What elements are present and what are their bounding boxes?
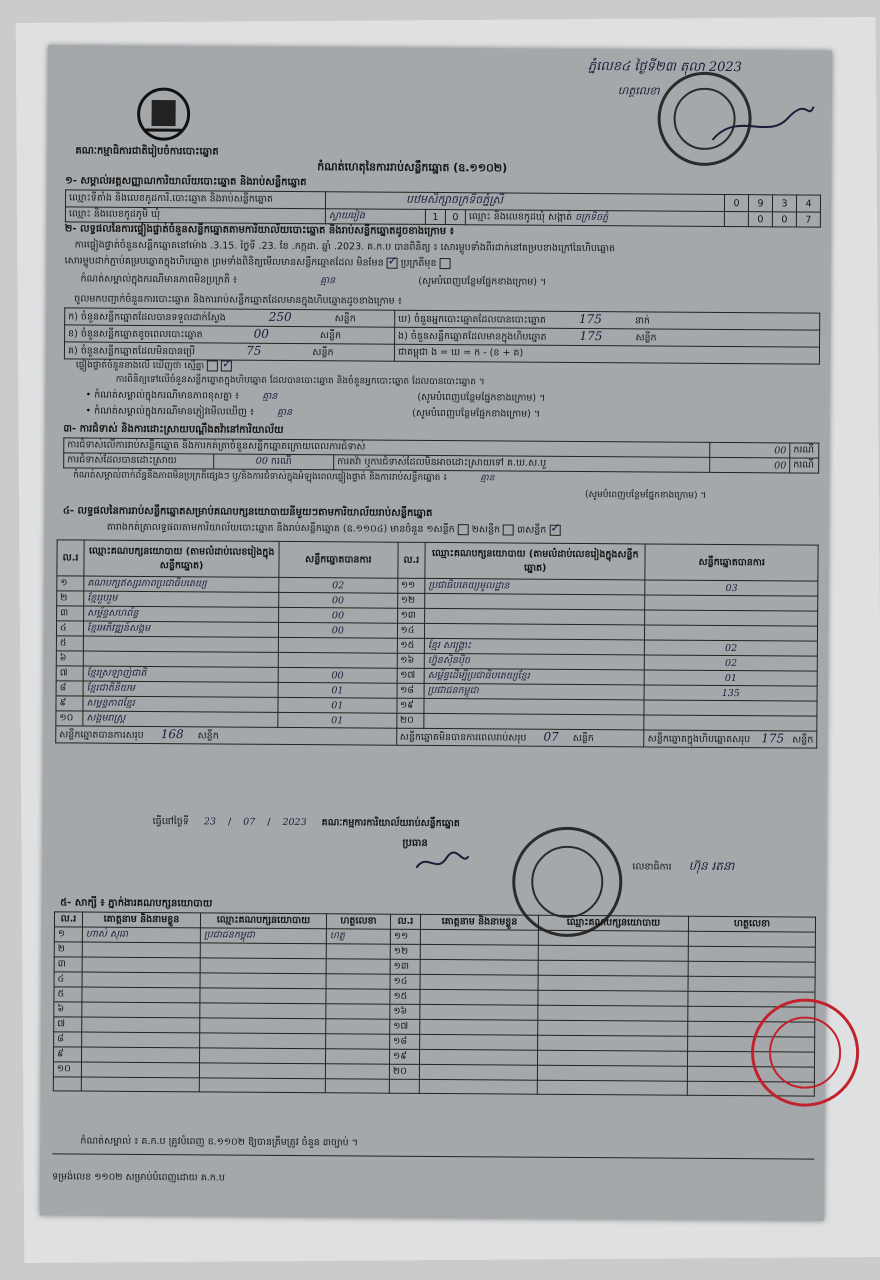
form-page [40,45,832,1220]
party-votes: 01 [278,682,396,698]
row-number: ១០ [56,711,83,726]
row-number: ២ [54,942,82,957]
col-votes: សន្លឹកឆ្នោតបានការ [645,544,818,581]
checkbox-icon[interactable] [207,360,218,371]
section1-table [65,189,821,227]
witness-name [419,1064,537,1080]
row2-label2: ឈ្មោះ និងលេខកូដឃុំ សង្កាត់ ចក្រទិចភ្នំ [465,210,724,227]
objection-note: កំណត់សម្គាល់ពាក់ព័ន្ធនឹងភាពមិនប្រក្រតីផ្សេងៗ ឬ/និងការជំទាស់ក្នុងអំឡុងពេលផ្ទៀងផ្ទាត់ និងការរាប់សន្លឹកឆ្នោត ៖ គ្មាន [73,470,495,484]
party-name: ហ្វ៊ុនស៊ិនប៉ិច [424,653,644,670]
party-votes: 00 [279,622,397,638]
row-number: ១៥ [397,638,425,653]
check-line2: ការពិនិត្យទៅលើចំនួនសន្លឹកឆ្នោតក្នុងហិបឆ្នោត ដែលបានបោះឆ្នោត និងចំនួនអ្នកបោះឆ្នោត ដែលបានបោះឆ្នោត ។ [115,374,485,388]
checkbox-icon[interactable] [387,258,398,269]
empty-cell [81,1077,199,1092]
witness-party [200,1033,326,1049]
col-no: ល.រ [397,542,425,578]
count-a: ក) ចំនួនសន្លឹកឆ្នោតដែលបានទទួលដាក់ស្លែង 250 សន្លឹក [65,308,395,327]
witness-name [81,1062,199,1078]
col-party: ឈ្មោះគណបក្សនយោបាយ [538,915,688,931]
code-digit: 9 [748,195,772,212]
section2-intro: ចូលមកបញ្ជាក់ចំនួនការបោះឆ្នោត និងការរាប់សន្លឹកឆ្នោតដែលមានក្នុងហិបឆ្នោតដូចខាងក្រោម ៖ [74,293,402,307]
code-digit [724,212,748,227]
empty-cell [199,1078,325,1093]
objection-r2-value: 00 ករណី [214,454,334,470]
row2-label: ឈ្មោះ និងលេខកូដភូមិ ឃុំ [65,207,325,224]
witness-name [420,959,538,975]
section2-para2: សោរម្ហូបដាក់ភ្ជាប់គម្របឆ្នោតក្នុងហិបឆ្នោត ព្រមទាំងពិនិត្យមើលមានសន្លឹកឆ្នោតដែល មិនមែន ✓ ប្រក្រតីមុខ [65,255,451,270]
row-number: ១៦ [397,653,425,668]
form-code-footer: ទម្រង់លេខ ១១០២ សម្រាប់បំពេញដោយ គ.ក.ប [52,1171,225,1184]
party-votes [645,610,818,626]
count-table [64,307,820,364]
witness-party: ប្រជាជនកម្ពុជា [200,928,326,944]
party-votes: 02 [645,655,818,671]
row1-label: ឈ្មោះទីតាំង និងលេខកូដការិ.បោះឆ្នោត និងរាប់សន្លឹកឆ្នោត [65,190,325,209]
witness-signature [688,976,815,992]
row-number: ៤ [56,621,83,636]
party-votes: 02 [645,640,818,656]
bullet2: • កំណត់សម្គាល់ក្នុងករណីមានភ្ញៀវមើលឃើញ ៖ គ្មាន (សូមបំពេញបន្ថែមផ្នែកខាងក្រោម) ។ [85,405,541,420]
empty-cell [419,1079,537,1094]
witness-signature [326,1004,390,1019]
remark-line: កំណត់សម្គាល់ក្នុងករណីមានភាពមិនប្រក្រតី ៖ គ្មាន (សូមបំពេញបន្ថែមផ្នែកខាងក្រោម) ។ [80,273,547,288]
witness-name [420,1019,538,1035]
row-number: ១ [57,576,84,591]
row-number: ២ [57,591,84,606]
row-number: ៩ [53,1047,81,1062]
row-number: ១៣ [397,608,425,623]
witness-party [200,943,326,959]
row-number: ៧ [56,666,83,681]
section2-heading: ២- លទ្ធផលនៃការផ្ទៀងផ្ទាត់ចំនួនសន្លឹកឆ្នោតតាមការិយាល័យបោះឆ្នោត និងរាប់សន្លឹកឆ្នោតដូចខាងក្រោម ៖ [64,223,455,238]
results-table [55,539,818,748]
col-sign: ហត្ថលេខា [326,914,390,929]
row-number: ១២ [397,593,425,608]
footer-divider [52,1153,814,1159]
row-number: ៣ [57,606,84,621]
national-emblem-icon [135,86,191,142]
witness-table [53,911,816,1096]
row-number: ៨ [54,1032,82,1047]
witness-name [82,1002,200,1018]
section4-heading: ៤- លទ្ធផលនៃការរាប់សន្លឹកឆ្នោតសម្រាប់គណបក្សនយោបាយនីមួយៗតាមការិយាល័យរាប់សន្លឹកឆ្នោត [62,505,433,519]
party-votes [645,625,818,641]
witness-party [538,990,688,1006]
empty-cell [389,1079,419,1093]
witness-signature [326,959,390,974]
row-number: ៦ [56,651,83,666]
witness-signature [325,1049,389,1064]
handwritten-sign-note: ហត្ថលេខា [617,84,660,98]
witness-party [199,1063,325,1079]
code-digit: 4 [796,195,820,212]
party-votes: 01 [278,712,396,728]
col-no: ល.រ [57,540,84,576]
code-digit: 0 [748,212,772,227]
row-number: ៥ [54,987,82,1002]
objection-r2-value2: 00 [710,457,790,473]
party-name: ខ្មែរ សង្គ្រោះ [424,638,644,655]
row-number: ១៨ [397,683,425,698]
row-number: ១៧ [390,1019,420,1034]
code-digit: 1 [425,209,445,224]
party-votes: 02 [279,577,397,593]
row-number: ១៥ [390,989,420,1004]
red-seal-icon [751,998,860,1107]
empty-cell [537,1080,687,1095]
row-number: ៤ [54,972,82,987]
row-number: ១៦ [390,1004,420,1019]
party-votes: 01 [278,697,396,713]
party-name [424,713,644,730]
witness-name: ហាស់ សុធា [82,927,200,943]
objection-r1-label: ការជំទាស់លើការរាប់សន្លឹកឆ្នោត និងការកត់ត្រាចំនួនសន្លឹកឆ្នោតក្រោយពេលការជំទាស់ [64,438,710,458]
code-digit: 0 [724,195,748,212]
party-votes [279,637,397,653]
row-number: ១៩ [389,1049,419,1064]
party-name: សម្ពន្ធភាពខ្មែរ [83,696,278,712]
party-votes [278,652,396,668]
bullet1: • កំណត់សម្គាល់ក្នុងករណីមានភាពខុសគ្នា ៖ គ្មាន (សូមបំពេញបន្ថែមផ្នែកខាងក្រោម) ។ [85,389,546,404]
date-line: ធ្វើនៅថ្ងៃទី 23 / 07 / 2023 គណៈកម្មការការិយាល័យរាប់សន្លឹកឆ្នោត [152,816,460,830]
witness-party [200,1003,326,1019]
row-number: ២០ [396,713,424,728]
col-no: ល.រ [54,912,82,927]
form-title: កំណត់ហេតុនៃការរាប់សន្លឹកឆ្នោត (ឧ.១១០២) [317,160,508,175]
footer-note: កំណត់សម្គាល់ ៖ គ.ក.ប ត្រូវបំពេញ ឧ.១១០២ ឱ្យបានត្រឹមត្រូវ ចំនួន ៣ច្បាប់ ។ [80,1135,359,1149]
party-votes: 135 [644,685,817,701]
section1-heading: ១- សម្គាល់អត្តសញ្ញាណការិយាល័យបោះឆ្នោត និងរាប់សន្លឹកឆ្នោត [65,175,307,189]
party-name: គណបក្សឥស្សរភាពប្រជាធិបតេយ្យ [84,576,279,592]
witness-party [538,930,688,946]
witness-party [538,975,688,991]
code-digit: 0 [772,212,796,227]
count-b: ខ) ចំនួនសន្លឹកឆ្នោតខូចពេលបោះឆ្នោត 00 សន្លឹក [65,325,395,344]
col-party: ឈ្មោះគណបក្សនយោបាយ (តាមលំដាប់លេខរៀងក្នុងសន្លឹកឆ្នោត) [425,542,646,580]
row-number: ៣ [54,957,82,972]
code-digit: 3 [772,195,796,212]
witness-name [420,929,538,945]
col-votes: សន្លឹកឆ្នោតបានការ [279,541,398,578]
party-name: ខ្មែរអភិវឌ្ឍន៍សង្គម [84,621,279,637]
party-votes: 00 [278,667,396,683]
witness-party [537,1065,687,1081]
witness-name [82,957,200,973]
witness-party [538,1020,688,1036]
total-box: សន្លឹកឆ្នោតក្នុងហិបឆ្នោតសរុប 175 សន្លឹក [644,730,817,748]
section4-intro: តារាងកត់ត្រាលទ្ធផលតាមការិយាល័យបោះឆ្នោត និងរាប់សន្លឹកឆ្នោត (ឧ.១១០៤) មានចំនួន ១សន្លឹក ២សន្លឹក ៣សន្លឹក ✓ [107,522,561,537]
witness-name [420,1004,538,1020]
party-name [425,593,645,610]
col-sign: ហត្ថលេខា [688,916,815,932]
witness-party [538,960,688,976]
row2-value: ស្វាយរៀង [325,209,425,225]
witness-party [538,1035,688,1051]
code-digit: 7 [796,212,820,227]
witness-signature [326,989,390,1004]
witness-name [420,974,538,990]
row-number [53,1077,81,1091]
empty-cell [325,1079,389,1093]
witness-name [82,1032,200,1048]
party-votes [645,595,818,611]
witness-party [199,1048,325,1064]
objection-r1-value: 00 [710,442,790,458]
checkbox-icon[interactable] [503,524,514,535]
witness-signature: ហត្ថ [326,929,390,944]
checkbox-icon[interactable] [221,360,232,371]
section5-heading: ៥- សាក្សី ៖ ភ្នាក់ងារគណបក្សនយោបាយ [60,897,213,910]
row-number: ៨ [56,681,83,696]
unit: ករណី [790,443,819,458]
witness-party [538,945,688,961]
party-name: សម្ព័ន្ធដើម្បីប្រជាធិបតេយ្យខ្មែរ [424,668,644,685]
party-name: ប្រជាជនកម្ពុជា [424,683,644,700]
party-votes: 00 [279,592,397,608]
col-name: គោត្តនាម និងនាមខ្លួន [420,914,538,930]
objection-r2-label2: ការតវ៉ា ឬការជំទាស់ដែលមិនអាចដោះស្រាយទៅ គ.ឃ.ស.បួ [334,455,710,473]
row-number: ១៤ [390,974,420,989]
row-number: ៥ [56,636,83,651]
checkbox-icon[interactable] [549,525,560,536]
row-number: ១៤ [397,623,425,638]
witness-name [82,1017,200,1033]
row-number: ១៧ [397,668,425,683]
witness-signature [326,974,390,989]
row-number: ៩ [56,696,83,711]
party-name: ខ្មែររួបរួម [84,591,279,607]
witness-signature [325,1064,389,1079]
party-votes: 00 [279,607,397,623]
party-name: សម្ព័ន្ធសហព័ន្ធ [84,606,279,622]
party-name: សង្គមរាស្ត្រ [83,711,278,727]
handwritten-date-note: ភ្នំលេខ៤ ថ្ងៃទី២៣ តុលា 2023 [587,59,743,76]
row1-value: បឋមសិក្សាចក្រទិចភ្នំស្រី [325,192,724,212]
checkbox-icon[interactable] [440,258,451,269]
party-name [83,651,278,667]
row-number: ១៨ [390,1034,420,1049]
check-line: ផ្ទៀងផ្ទាត់ចំនួនខាងលើ ឃើញថា ស្មើគ្នា ✓ [76,359,232,372]
witness-signature [326,944,390,959]
witness-party [200,973,326,989]
col-no: ល.រ [390,914,420,929]
row-number: ៧ [54,1017,82,1032]
witness-party [200,988,326,1004]
party-votes [644,715,817,731]
witness-name [82,987,200,1003]
witness-party [538,1005,688,1021]
signature-stroke-icon [707,100,817,151]
party-name: ប្រជាធិបតេយ្យមូលដ្ឋាន [425,578,645,595]
party-name: ខ្មែរស្រឡាញ់ជាតិ [83,666,278,682]
row-number: ១១ [390,929,420,944]
count-e: ង) ចំនួនសន្លឹកឆ្នោតដែលមានក្នុងហិបឆ្នោត 175 សន្លឹក [395,327,820,347]
total-invalid: សន្លឹកឆ្នោតមិនបានការពេលរាប់សរុប 07 សន្លឹក [396,728,644,747]
witness-name [419,1049,537,1065]
row-number: ១១ [397,578,425,593]
count-c: គ) ចំនួនសន្លឹកឆ្នោតដែលមិនបានប្រើ 75 សន្លឹក [64,342,394,361]
unit: ករណី [790,458,819,473]
witness-name [81,1047,199,1063]
count-d: ឃ) ចំនួនអ្នកបោះឆ្នោតដែលបានបោះឆ្នោត 175 នាក់ [395,310,820,330]
total-valid: សន្លឹកឆ្នោតបានការសរុប 168 សន្លឹក [56,726,397,745]
witness-signature [688,946,815,962]
witness-name [420,944,538,960]
row-number: ១០ [53,1062,81,1077]
chief-signature-icon [412,848,472,878]
party-name: ខ្មែរជាតិនិយម [83,681,278,697]
row-number: ២០ [389,1064,419,1079]
formula: ជាគម្ពុជា ង = ឃ = ក - (ខ + គ) [394,344,819,364]
secretary-line: លេខាធិការ ហ៊ុន រតនា [632,858,735,874]
party-name [425,623,645,640]
row-number: ៦ [54,1002,82,1017]
col-name: គោត្តនាម និងនាមខ្លួន [82,912,200,928]
witness-party [200,958,326,974]
col-party: ឈ្មោះគណបក្សនយោបាយ [200,913,326,929]
party-votes: 03 [645,580,818,596]
objection-table [63,437,819,473]
row-number: ១២ [390,944,420,959]
party-votes [644,700,817,716]
witness-name [82,972,200,988]
witness-party [200,1018,326,1034]
section2-para1: ការផ្ទៀងផ្ទាត់ចំនួនសន្លឹកឆ្នោតនៅម៉ោង .3.15. ថ្ងៃទី .23. ខែ .កក្កដា. ឆ្នាំ .2023. គ.ក.ប បានពិនិត្យ ៖ សោរម្ហូបទាំងពីរដាក់នៅគម្របខាងក្រៅនៃហិបឆ្នោត [74,239,616,255]
col-party: ឈ្មោះគណបក្សនយោបាយ (តាមលំដាប់លេខរៀងក្នុងសន្លឹកឆ្នោត) [84,540,279,577]
row-number: ១៩ [396,698,424,713]
party-votes: 01 [645,670,818,686]
party-name [424,698,644,715]
witness-name [420,989,538,1005]
witness-party [537,1050,687,1066]
checkbox-icon[interactable] [458,524,469,535]
objection-fill: (សូមបំពេញបន្ថែមផ្នែកខាងក្រោម) ។ [584,490,707,501]
code-digit: 0 [445,210,465,225]
org-name: គណៈកម្មាធិការជាតិរៀបចំការបោះឆ្នោត [75,145,219,158]
witness-name [82,942,200,958]
objection-r2-label: ការជំទាស់ដែលបានដោះស្រាយ [64,453,214,469]
party-name [425,608,645,625]
party-name [83,636,278,652]
witness-signature [688,931,815,947]
section3-heading: ៣- ការជំទាស់ និងការដោះស្រាយបណ្ដឹងតវ៉ានៅការិយាល័យ [63,423,284,436]
row-number: ១ [54,927,82,942]
chief-label: ប្រធាន [402,837,428,849]
witness-signature [326,1019,390,1034]
witness-signature [688,961,815,977]
row-number: ១៣ [390,959,420,974]
witness-name [420,1034,538,1050]
witness-signature [326,1034,390,1049]
